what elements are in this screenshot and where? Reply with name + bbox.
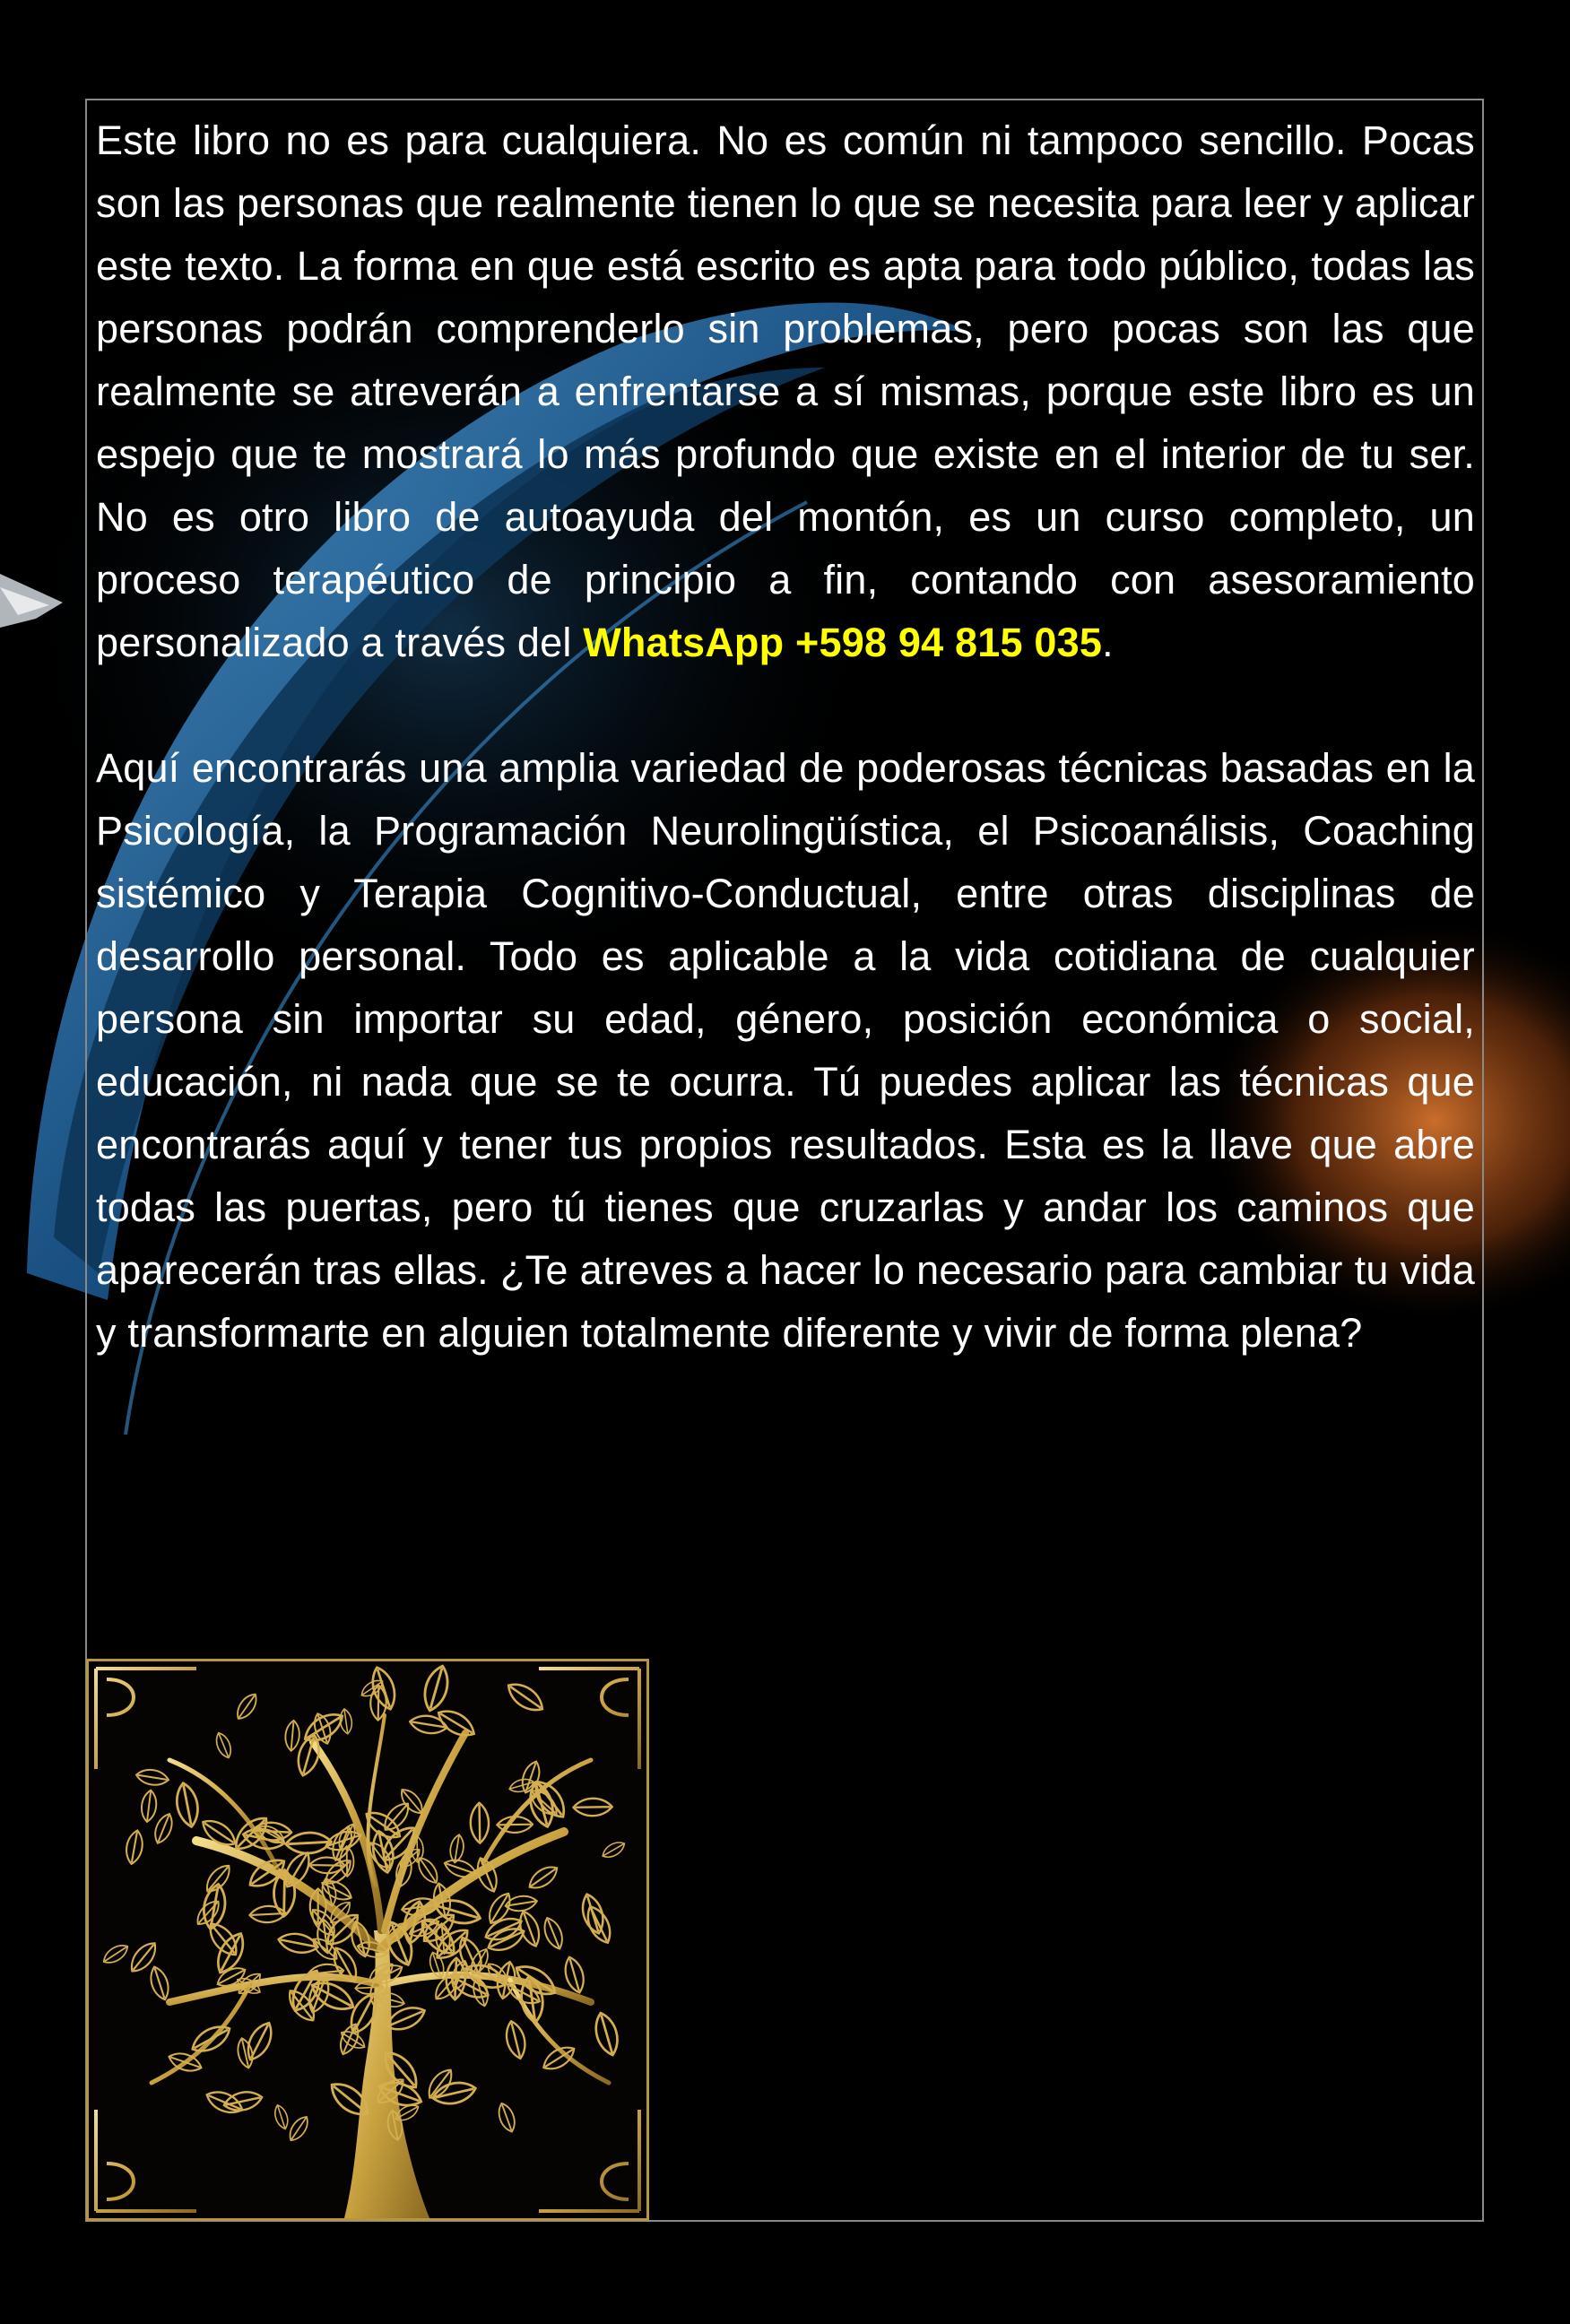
golden-tree-image <box>86 1659 649 2221</box>
tree-of-life-illustration <box>89 1661 646 2218</box>
whatsapp-contact-highlight: WhatsApp +598 94 815 035 <box>583 620 1103 665</box>
paragraph-1-text: Este libro no es para cualquiera. No es común ni tampoco sencillo. Pocas son las personas que realmente tienen lo que se necesita para leer y aplicar este texto. La forma en que está escrito es apta para todo público, todas las personas podrán comprenderlo sin problemas, pero pocas son las que realmente se atreverán a enfrentarse a sí mismas, porque este libro es un espejo que te mostrará lo más profundo que existe en el interior de tu ser. No es otro libro de autoayuda del montón, es un curso completo, un proceso terapéutico de principio a fin, contando con asesoramiento personalizado a través del <box>96 117 1475 665</box>
paragraph-1-period: . <box>1102 620 1114 665</box>
paragraph-1 <box>96 109 1475 674</box>
paragraph-2: Aquí encontrarás una amplia variedad de poderosas técnicas basadas en la Psicología, la Programación Neurolingüística, el Psicoanálisis, Coaching sistémico y Terapia Cognitivo-Conductual, entre otras disciplinas de desarrollo personal. Todo es aplicable a la vida cotidiana de cualquier persona sin importar su edad, género, posición económica o social, educación, ni nada que se te ocurra. Tú puedes aplicar las técnicas que encontrarás aquí y tener tus propios resultados. Esta es la llave que abre todas las puertas, pero tú tienes que cruzarlas y andar los caminos que aparecerán tras ellas. ¿Te atreves a hacer lo necesario para cambiar tu vida y transformarte en alguien totalmente diferente y vivir de forma plena? <box>96 745 1475 1356</box>
back-cover-body-text <box>96 109 1475 1365</box>
